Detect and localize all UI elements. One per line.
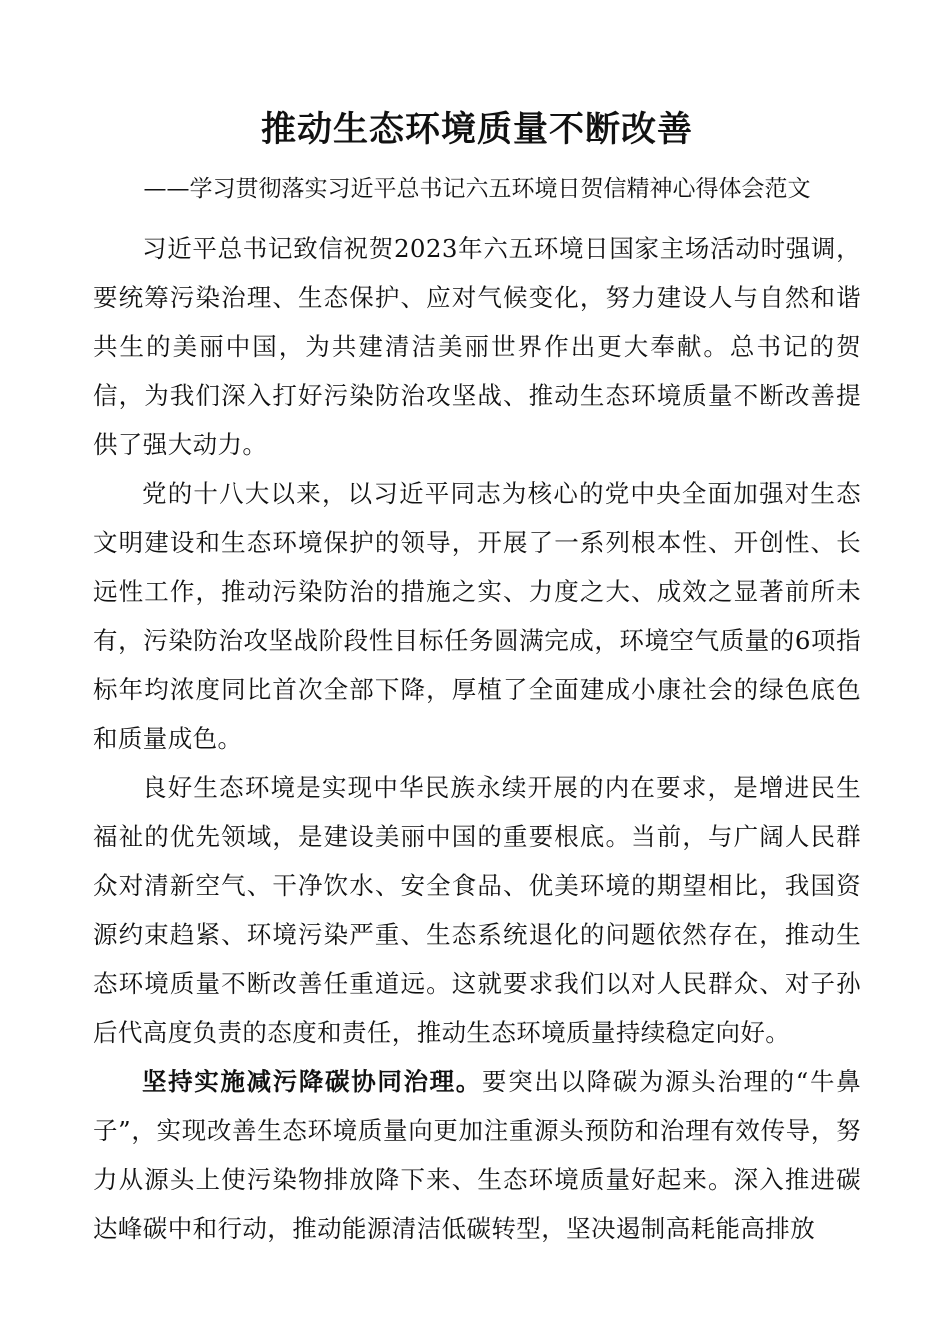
paragraph-3	[93, 763, 861, 1057]
paragraph-lead-heading: 坚持实施减污降碳协同治理。	[142, 1067, 482, 1096]
document-title: 推动生态环境质量不断改善	[260, 110, 693, 150]
document-body	[93, 224, 861, 1253]
paragraph-text: 良好生态环境是实现中华民族永续开展的内在要求，是增进民生福祉的优先领域，是建设美丽中国的重要根底。当前，与广阔人民群众对清新空气、干净饮水、安全食品、优美环境的期望相比，我国资源约束趋紧、环境污染严重、生态系统退化的问题依然存在，推动生态环境质量不断改善任重道远。这就要求我们以对人民群众、对子孙后代高度负责的态度和责任，推动生态环境质量持续稳定向好。	[93, 773, 861, 1047]
paragraph-text: 习近平总书记致信祝贺2023年六五环境日国家主场活动时强调，要统筹污染治理、生态保护、应对气候变化，努力建设人与自然和谐共生的美丽中国，为共建清洁美丽世界作出更大奉献。总书记的贺信，为我们深入打好污染防治攻坚战、推动生态环境质量不断改善提供了强大动力。	[93, 234, 861, 459]
paragraph-2	[93, 469, 861, 763]
paragraph-1	[93, 224, 861, 469]
paragraph-4	[93, 1057, 861, 1253]
document-subtitle: ——学习贯彻落实习近平总书记六五环境日贺信精神心得体会范文	[143, 176, 811, 202]
paragraph-text: 要突出以降碳为源头治理的“牛鼻子”，实现改善生态环境质量向更加注重源头预防和治理有效传导，努力从源头上使污染物排放降下来、生态环境质量好起来。深入推进碳达峰碳中和行动，推动能源清洁低碳转型，坚决遏制高耗能高排放	[93, 1067, 862, 1243]
paragraph-text: 党的十八大以来，以习近平同志为核心的党中央全面加强对生态文明建设和生态环境保护的领导，开展了一系列根本性、开创性、长远性工作，推动污染防治的措施之实、力度之大、成效之显著前所未有，污染防治攻坚战阶段性目标任务圆满完成，环境空气质量的6项指标年均浓度同比首次全部下降，厚植了全面建成小康社会的绿色底色和质量成色。	[93, 479, 861, 753]
